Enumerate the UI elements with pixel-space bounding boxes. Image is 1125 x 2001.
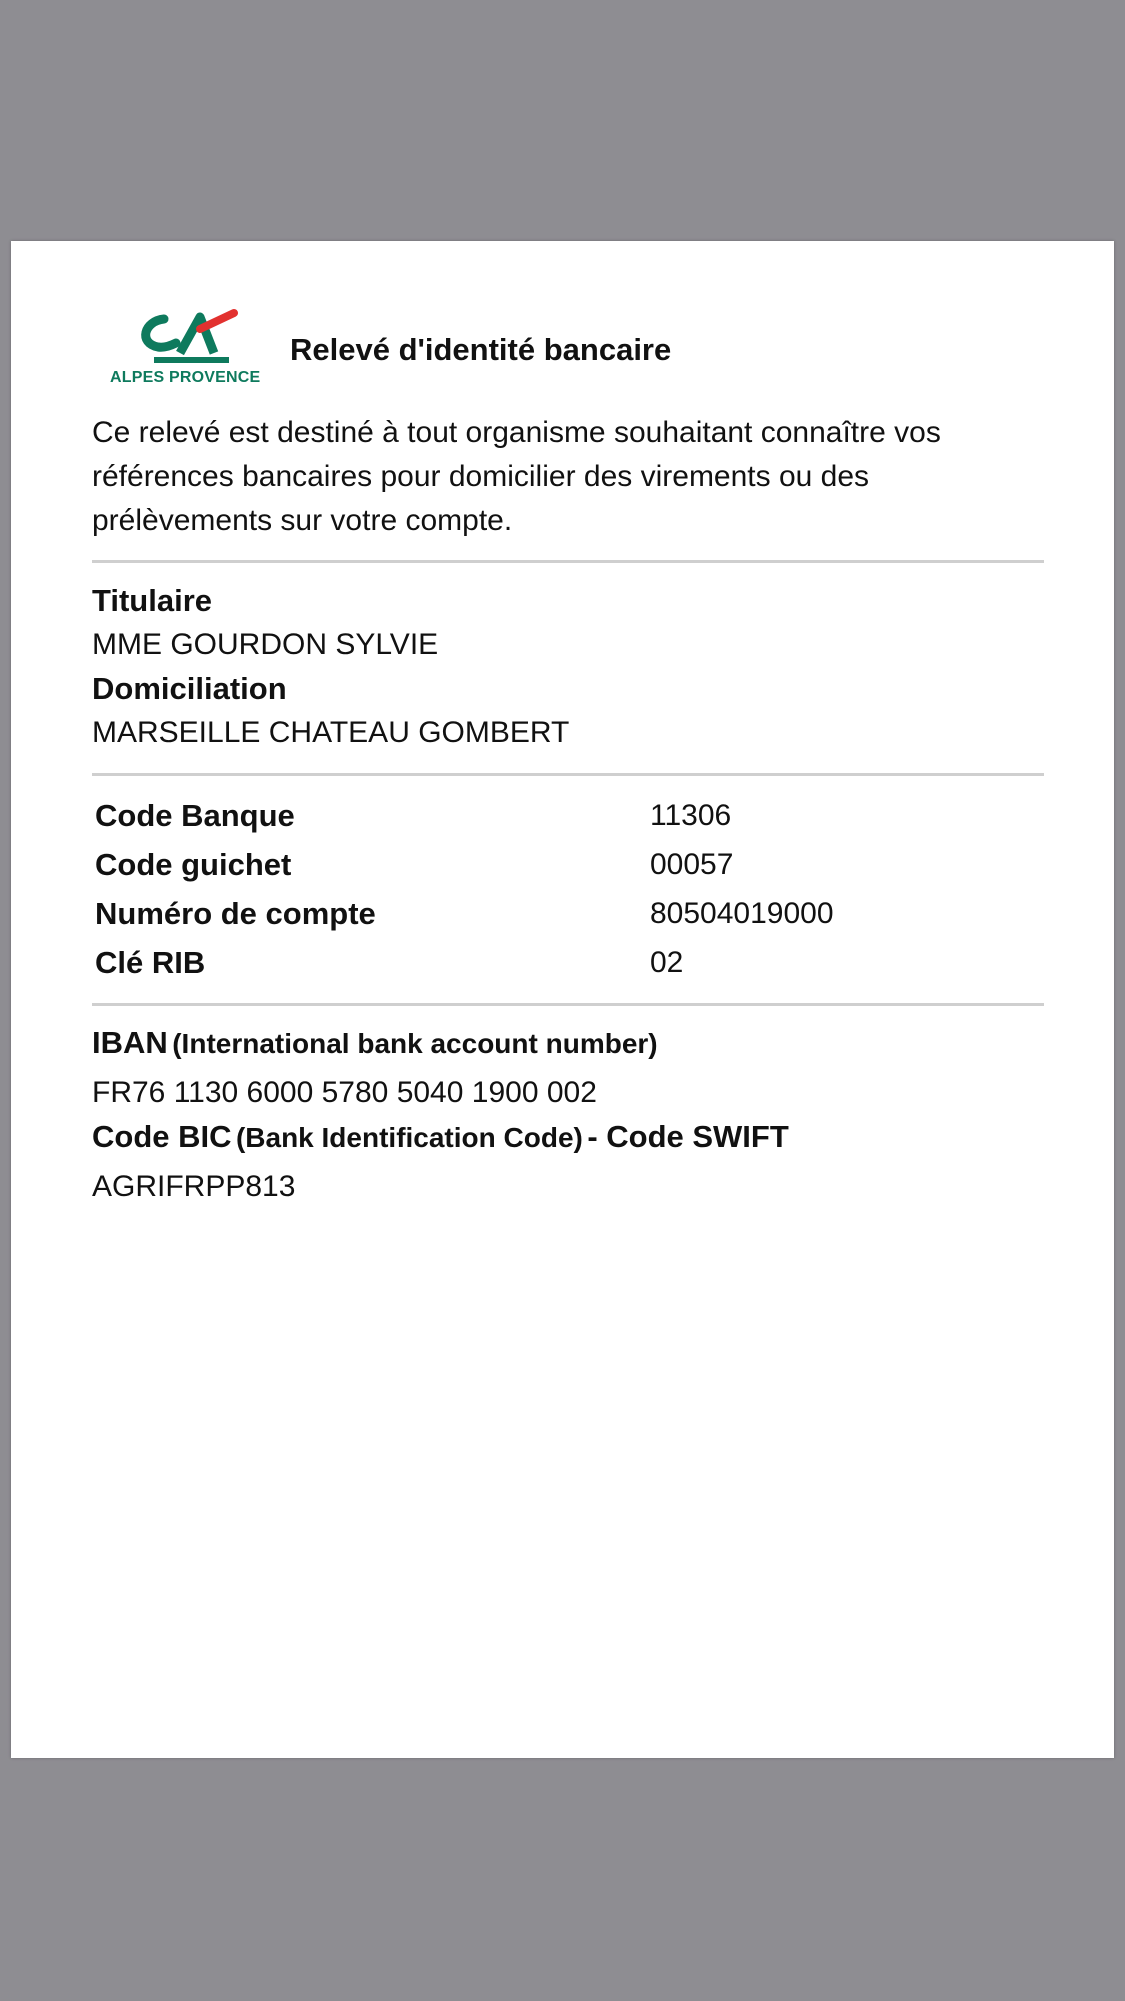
iban-label-line xyxy=(92,1021,789,1071)
titulaire-label: Titulaire xyxy=(92,583,213,618)
code-value: 80504019000 xyxy=(650,897,834,930)
domiciliation-value: MARSEILLE CHATEAU GOMBERT xyxy=(92,716,570,749)
code-label: Numéro de compte xyxy=(95,896,376,931)
code-value: 02 xyxy=(650,946,684,979)
divider xyxy=(92,1003,1044,1006)
bic-label-detail: (Bank Identification Code) xyxy=(235,1122,583,1153)
code-row xyxy=(95,840,1044,889)
code-label: Clé RIB xyxy=(95,945,206,980)
intro-text: Ce relevé est destiné à tout organisme souhaitant connaître vos références bancaires pour domicilier des virements ou des prélèvements sur votre compte. xyxy=(92,416,941,537)
document-header xyxy=(92,307,1044,397)
bank-name: ALPES PROVENCE xyxy=(110,369,261,386)
code-label: Code Banque xyxy=(95,798,295,833)
domiciliation-label: Domiciliation xyxy=(92,671,287,706)
bic-label: Code BIC xyxy=(92,1119,232,1154)
bic-label-suffix: - Code SWIFT xyxy=(587,1119,789,1154)
holder-section xyxy=(92,579,569,755)
divider xyxy=(92,773,1044,776)
iban-label-detail: (International bank account number) xyxy=(172,1028,658,1059)
titulaire-value: MME GOURDON SYLVIE xyxy=(92,628,439,661)
bank-logo xyxy=(110,307,277,389)
bic-value: AGRIFRPP813 xyxy=(92,1170,296,1203)
iban-value: FR76 1130 6000 5780 5040 1900 002 xyxy=(92,1076,597,1109)
document-page xyxy=(11,241,1114,1758)
iban-section xyxy=(92,1021,789,1209)
code-value: 00057 xyxy=(650,848,734,881)
divider xyxy=(92,560,1044,563)
iban-label: IBAN xyxy=(92,1025,168,1060)
code-row xyxy=(95,938,1044,987)
code-row xyxy=(95,889,1044,938)
code-label: Code guichet xyxy=(95,847,292,882)
bank-codes-table xyxy=(95,791,1044,987)
code-value: 11306 xyxy=(650,799,732,832)
credit-agricole-logo-icon xyxy=(134,307,254,367)
bic-label-line xyxy=(92,1115,789,1165)
document-title: Relevé d'identité bancaire xyxy=(290,332,672,367)
code-row xyxy=(95,791,1044,840)
